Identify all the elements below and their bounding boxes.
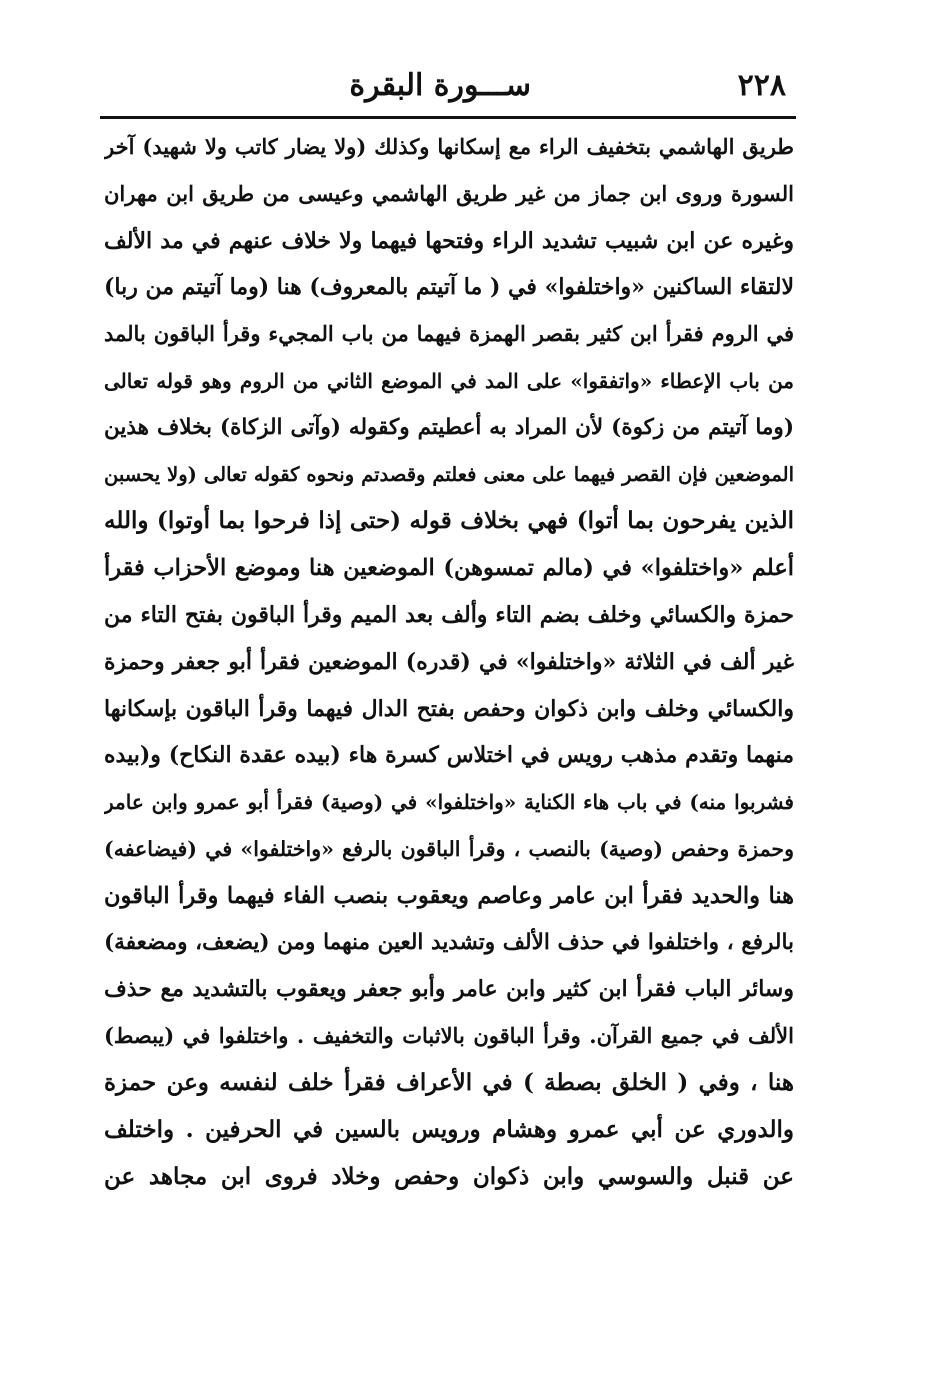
header-rule	[100, 116, 796, 119]
text-line: طريق الهاشمي بتخفيف الراء مع إسكانها وكذلك (ولا يضار كاتب ولا شهيد) آخر	[104, 134, 794, 159]
text-line: في الروم فقرأ ابن كثير بقصر الهمزة فيهما من باب المجيء وقرأ الباقون بالمد	[104, 321, 794, 347]
text-line: الموضعين فإن القصر فيهما على معنى فعلتم وقصدتم ونحوه كقوله تعالى (ولا يحسبن	[104, 462, 794, 486]
page-header	[100, 62, 796, 112]
text-line: وغيره عن ابن شبيب تشديد الراء وفتحها فيهما ولا خلاف عنهم في مد الألف	[104, 227, 794, 254]
text-line: هنا ، وفي ( الخلق بصطة ) في الأعراف فقرأ خلف لنفسه وعن حمزة	[104, 1068, 794, 1096]
text-line: فشربوا منه) في باب هاء الكناية «واختلفوا» في (وصية) فقرأ أبو عمرو وابن عامر	[104, 790, 794, 815]
text-line: غير ألف في الثلاثة «واختلفوا» في (قدره) الموضعين فقرأ أبو جعفر وحمزة	[104, 648, 794, 675]
page-number: ٢٢٨	[737, 68, 786, 103]
text-line: الذين يفرحون بما أتوا) فهي بخلاف قوله (حتى إذا فرحوا بما أوتوا) والله	[104, 507, 794, 535]
text-line: والدوري عن أبي عمرو وهشام ورويس بالسين في الحرفين . واختلف	[104, 1115, 794, 1143]
text-line: والكسائي وخلف وابن ذكوان وحفص بفتح الدال فيهما وقرأ الباقون بإسكانها	[104, 695, 794, 722]
text-line: منهما وتقدم مذهب رويس في اختلاس كسرة هاء (بيده عقدة النكاح) و(بيده	[104, 742, 794, 769]
text-line: (وما آتيتم من زكوة) لأن المراد به أعطيتم وكقوله (وآتى الزكاة) بخلاف هذين	[104, 414, 794, 440]
text-line: الألف في جميع القرآن. وقرأ الباقون بالاثبات والتخفيف . واختلفوا في (يبصط)	[104, 1023, 794, 1049]
text-line: عن قنبل والسوسي وابن ذكوان وحفص وخلاد فروى ابن مجاهد عن	[104, 1162, 794, 1190]
text-line: لالتقاء الساكنين «واختلفوا» في ( ما آتيتم بالمعروف) هنا (وما آتيتم من ربا)	[104, 274, 794, 301]
text-line: حمزة والكسائي وخلف بضم التاء وألف بعد الميم وقرأ الباقون بفتح التاء من	[104, 601, 794, 628]
text-line: وحمزة وحفص (وصية) بالنصب ، وقرأ الباقون بالرفع «واختلفوا» في (فيضاعفه)	[104, 836, 794, 861]
text-line: وسائر الباب فقرأ ابن كثير وابن عامر وأبو جعفر ويعقوب بالتشديد مع حذف	[104, 976, 794, 1003]
text-line: من باب الإعطاء «واتفقوا» على المد في الموضع الثاني من الروم وهو قوله تعالى	[104, 368, 794, 393]
text-line: أعلم «واختلفوا» في (مالم تمسوهن) الموضعين هنا وموضع الأحزاب فقرأ	[104, 555, 794, 582]
text-line: بالرفع ، واختلفوا في حذف الألف وتشديد العين منهما ومن (يضعف، ومضعفة)	[104, 929, 794, 955]
running-title: ســـورة البقرة	[349, 68, 531, 103]
body-text	[104, 124, 794, 1200]
text-line: هنا والحديد فقرأ ابن عامر وعاصم ويعقوب بنصب الفاء فيهما وقرأ الباقون	[104, 882, 794, 909]
text-line: السورة وروى ابن جماز من غير طريق الهاشمي وعيسى من طريق ابن مهران	[104, 180, 794, 206]
